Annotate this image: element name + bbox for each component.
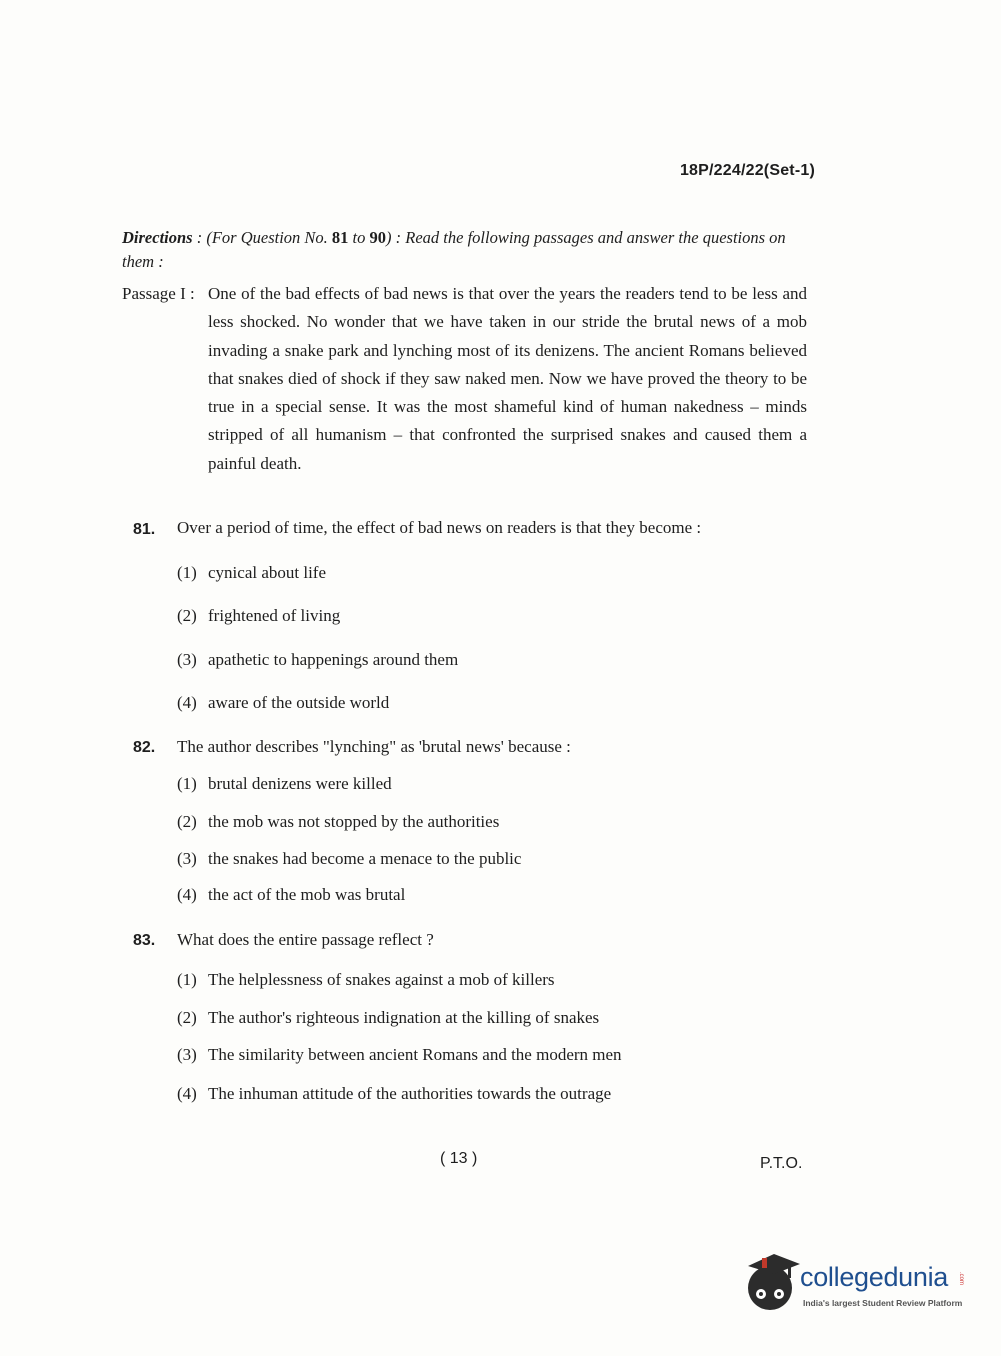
option-text: the act of the mob was brutal <box>208 885 406 904</box>
question-number: 81. <box>133 521 156 538</box>
pto-label: P.T.O. <box>760 1155 803 1172</box>
option <box>177 606 340 626</box>
brand-tagline: India's largest Student Review Platform <box>803 1298 963 1308</box>
option-number: (2) <box>177 812 197 831</box>
option <box>177 693 389 713</box>
option-text: apathetic to happenings around them <box>208 650 459 669</box>
question-number: 83. <box>133 932 156 949</box>
directions: Directions : (For Question No. 81 to 90) : Read the following passages and answer the questions on them : <box>122 228 786 271</box>
option-text: The similarity between ancient Romans and the modern men <box>208 1045 622 1064</box>
question-text: What does the entire passage reflect ? <box>177 930 434 949</box>
option-number: (4) <box>177 1084 197 1103</box>
collegedunia-watermark <box>740 1250 970 1320</box>
option-number: (1) <box>177 563 197 582</box>
option <box>177 1084 611 1104</box>
option-number: (4) <box>177 693 197 712</box>
option-text: the mob was not stopped by the authorities <box>208 812 500 831</box>
option-text: frightened of living <box>208 606 341 625</box>
option <box>177 650 458 670</box>
option-number: (2) <box>177 1008 197 1027</box>
option-number: (3) <box>177 849 197 868</box>
directions-label: Directions <box>122 228 193 247</box>
option <box>177 1045 622 1065</box>
option <box>177 812 499 832</box>
brand-com: .com <box>958 1272 964 1286</box>
option-text: The helplessness of snakes against a mob of killers <box>208 970 555 989</box>
page-number: ( 13 ) <box>440 1150 478 1167</box>
option-number: (3) <box>177 1045 197 1064</box>
question-number: 82. <box>133 739 156 756</box>
brand-name: collegedunia <box>800 1262 949 1292</box>
option-text: the snakes had become a menace to the public <box>208 849 522 868</box>
option-number: (4) <box>177 885 197 904</box>
option-text: The inhuman attitude of the authorities towards the outrage <box>208 1084 612 1103</box>
paper-code: 18P/224/22(Set-1) <box>679 162 815 179</box>
option <box>177 774 392 794</box>
mascot-icon <box>740 1250 802 1314</box>
option-text: aware of the outside world <box>208 693 390 712</box>
question-text: Over a period of time, the effect of bad news on readers is that they become : <box>177 518 702 537</box>
option-text: cynical about life <box>208 563 327 582</box>
question-text: The author describes "lynching" as 'brutal news' because : <box>177 737 571 756</box>
option-number: (3) <box>177 650 197 669</box>
option <box>177 1008 599 1028</box>
option <box>177 849 521 869</box>
passage-text: One of the bad effects of bad news is that over the years the readers tend to be less and less shocked. No wonder that we have taken in our stride the brutal news of a mob invading a snake park and lynching most of its denizens. The ancient Romans believed that snakes died of shock if they saw naked men. Now we have proved the theory to be true in a special sense. It was the most shameful kind of human nakedness – minds stripped of all humanism – that confronted the surprised snakes and caused them a painful death. <box>208 284 807 473</box>
option-number: (2) <box>177 606 197 625</box>
option-text: brutal denizens were killed <box>208 774 392 793</box>
option-number: (1) <box>177 970 197 989</box>
passage-label: Passage I : <box>122 284 195 303</box>
option <box>177 563 326 583</box>
option-text: The author's righteous indignation at the killing of snakes <box>208 1008 600 1027</box>
option <box>177 885 405 905</box>
option-number: (1) <box>177 774 197 793</box>
option <box>177 970 555 990</box>
